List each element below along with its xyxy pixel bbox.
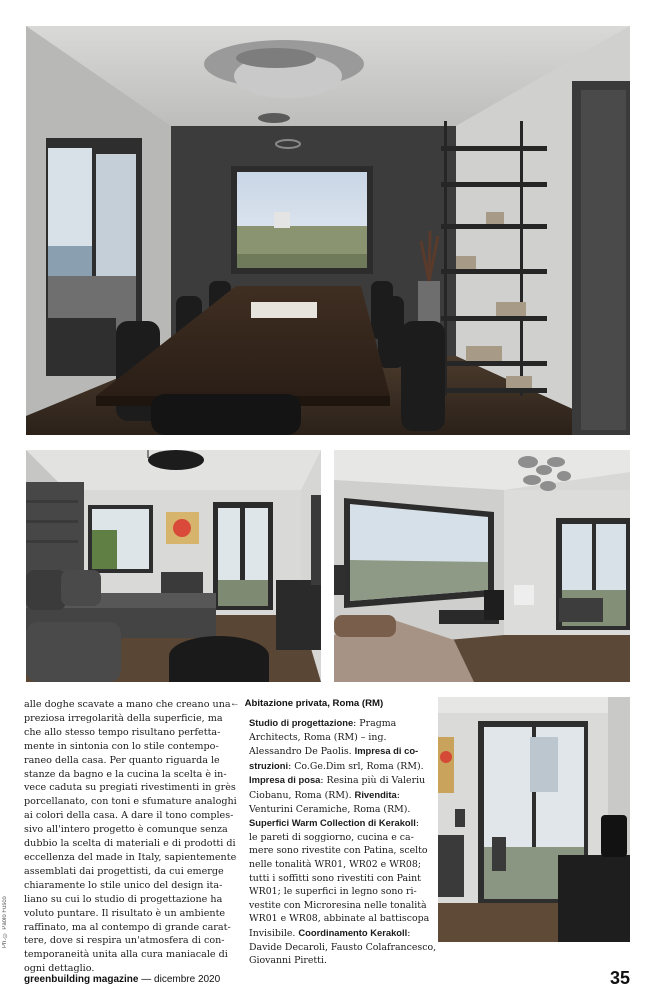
caption-line: [249, 941, 437, 955]
body-line: sivo all'intero progetto è comunque senza: [24, 824, 228, 836]
body-line: temporaneità unita alla cura maniacale di: [24, 949, 228, 961]
caption-label: Superfici Warm Collection di Kerakoll: [249, 817, 416, 829]
body-line: stanze da bagno e la cucina la scelta è in-: [24, 768, 227, 780]
magazine-name: greenbuilding magazine: [24, 974, 139, 985]
caption-line: [249, 858, 434, 872]
caption-line: [249, 831, 434, 845]
caption-text: : Pragma: [353, 718, 397, 729]
bedroom-image: [26, 450, 321, 682]
caption-line: [249, 759, 434, 774]
caption-title: Abitazione privata, Roma (RM): [244, 698, 384, 709]
body-line: raneo della casa. Per quanto riguarda le: [24, 754, 220, 766]
bedroom-photo: [26, 450, 321, 682]
caption-line: [249, 816, 434, 831]
caption-line: [249, 872, 434, 886]
caption-text: Ciobanu, Roma (RM).: [249, 789, 355, 801]
caption-label: Rivendita: [354, 788, 397, 800]
hallway-image: [438, 697, 630, 942]
living-room-image: [334, 450, 630, 682]
caption-text: WR01 e WR08, abbinate al battiscopa: [249, 913, 430, 925]
caption-text: :: [396, 789, 400, 801]
caption-text: :: [415, 818, 420, 830]
issue-date: dicembre 2020: [154, 974, 221, 985]
body-line: dubbio la scelta di materiali e di prodotti di: [24, 838, 236, 850]
body-line: alle doghe scavate a mano che creano una: [24, 699, 231, 710]
page-footer: [24, 974, 220, 985]
body-line: ogni dettaglio.: [24, 963, 95, 975]
caption-text: tutti i soffitti sono rivestiti con Paint: [249, 872, 421, 884]
caption-text: Davide Decaroli, Fausto Colafrancesco,: [249, 941, 437, 953]
caption-line: [249, 744, 434, 759]
hallway-photo: [438, 697, 630, 942]
body-line: preziosa irregolarità della superficie, ma: [24, 712, 223, 724]
footer-separator: —: [138, 974, 155, 985]
caption-text: le pareti di soggiorno, cucina e ca-: [249, 831, 414, 843]
body-line: tere, dove si respira un'atmosfera di con-: [24, 935, 225, 947]
caption-text: Invisibile.: [249, 927, 299, 939]
page-number: 35: [609, 968, 630, 988]
caption-label: Studio di progettazione: [249, 717, 354, 728]
body-line: assemblati dai progettisti, da cui emerge: [24, 865, 224, 877]
caption-text: vestite con Microresina nelle tonalità: [249, 899, 427, 911]
caption-text: Alessandro De Paolis.: [249, 746, 355, 758]
caption-line: [249, 716, 434, 731]
caption-text: Giovanni Piretti.: [249, 955, 327, 967]
article-body: [24, 698, 237, 976]
caption-label: Impresa di posa: [249, 774, 321, 786]
body-line: liano su cui lo studio di progettazione ha: [24, 893, 223, 905]
caption-text: Venturini Ceramiche, Roma (RM).: [249, 803, 411, 815]
caption-line: [249, 803, 434, 817]
caption-heading: [230, 698, 430, 709]
caption-line: [249, 885, 434, 899]
caption-text: : Resina più di Valeriu: [320, 775, 426, 787]
body-line: porcellanato, con toni e sfumature analoghi: [24, 796, 237, 808]
body-line: raffinato, ma al contempo di grande carat-: [24, 921, 231, 933]
dining-room-photo: [26, 26, 630, 435]
body-line: mente in sintonia con lo stile contempo-: [24, 740, 219, 752]
body-line: vece caduta su pregiati rivestimenti in grès: [24, 782, 236, 794]
arrow-left-icon: ←: [230, 698, 240, 709]
living-room-photo: [334, 450, 630, 682]
caption-credits: [249, 716, 437, 968]
caption-line: [249, 788, 434, 803]
caption-line: [249, 844, 434, 858]
caption-line: [249, 926, 434, 941]
caption-line: [249, 912, 434, 926]
photo-credit: Ph. © Paolo Fusco: [2, 896, 8, 948]
caption-text: Architects, Roma (RM) – ing.: [249, 731, 387, 743]
caption-text: :: [407, 927, 411, 939]
dining-room-image: [26, 26, 630, 435]
body-line: eccellenza del made in Italy, sapientemente: [24, 851, 237, 863]
caption-text: nelle tonalità WR01, WR02 e WR08;: [249, 858, 421, 870]
caption-text: mere sono rivestite con Patina, scelto: [249, 845, 428, 857]
caption-text: : Co.Ge.Dim srl, Roma (RM).: [288, 760, 424, 772]
caption-label: struzioni: [249, 759, 289, 771]
body-line: voluto puntare. Il risultato è un ambiente: [24, 907, 226, 919]
caption-label: Impresa di co-: [354, 745, 419, 757]
body-line: ai colori della casa. A dare il tono comples-: [24, 810, 234, 822]
caption-line: [249, 773, 434, 788]
body-line: che allo stesso tempo risultano perfetta-: [24, 726, 221, 738]
caption-line: [249, 731, 434, 745]
caption-line: [249, 899, 434, 913]
caption-label: Coordinamento Kerakoll: [298, 926, 408, 938]
caption-text: WR01; le superfici in legno sono ri-: [249, 886, 417, 898]
caption-line: [249, 954, 434, 968]
body-line: chiaramente lo stile unico del design ita-: [24, 879, 223, 891]
